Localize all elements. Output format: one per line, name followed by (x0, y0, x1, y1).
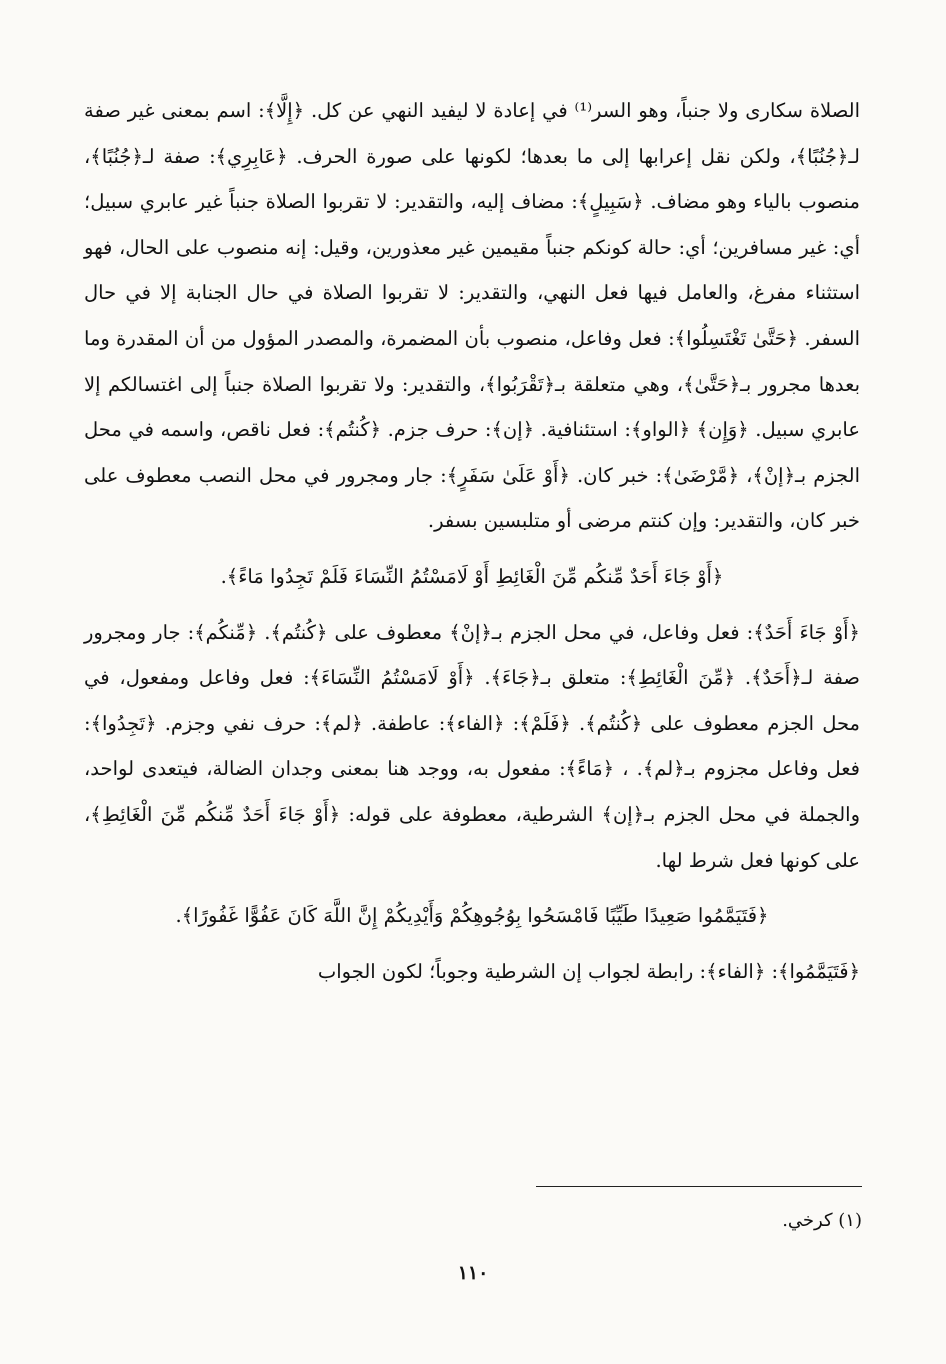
footnote: (١) كرخي. (782, 1210, 862, 1231)
paragraph-2: ﴿أَوْ جَاءَ أَحَدٌ﴾: فعل وفاعل، في محل الجزم بـ﴿إنْ﴾ معطوف على ﴿كُنتُم﴾. ﴿مِّنكُم﴾: جار ومجرور صفة لـ﴿أَحَدٌ﴾. ﴿مِّنَ الْغَائِطِ﴾: متعلق بـ﴿جَاءَ﴾. ﴿أَوْ لَامَسْتُمُ النِّسَاءَ﴾: فعل وفاعل ومفعول، في محل الجزم معطوف على ﴿كُنتُم﴾. ﴿فَلَمْ﴾: ﴿الفاء﴾: عاطفة. ﴿لم﴾: حرف نفي وجزم. ﴿تَجِدُوا﴾: فعل وفاعل مجزوم بـ﴿لم﴾. ، ﴿مَاءً﴾: مفعول به، ووجد هنا بمعنى وجدان الضالة، فيتعدى لواحد، والجملة في محل الجزم بـ﴿إن﴾ الشرطية، معطوفة على قوله: ﴿أَوْ جَاءَ أَحَدٌ مِّنكُم مِّنَ الْغَائِطِ﴾، على كونها فعل شرط لها. (84, 620, 860, 872)
page-number: ١١٠ (457, 1262, 489, 1284)
quran-verse-1: ﴿أَوْ جَاءَ أَحَدٌ مِّنكُم مِّنَ الْغَائِطِ أَوْ لَامَسْتُمُ النِّسَاءَ فَلَمْ تَجِدُوا مَاءً﴾. (220, 564, 724, 588)
footnote-divider (536, 1186, 862, 1187)
main-text (84, 88, 860, 994)
quran-verse-2: ﴿فَتَيَمَّمُوا صَعِيدًا طَيِّبًا فَامْسَحُوا بِوُجُوهِكُمْ وَأَيْدِيكُمْ إِنَّ اللَّهَ كَانَ عَفُوًّا غَفُورًا﴾. (175, 904, 769, 928)
paragraph-3: ﴿فَتَيَمَّمُوا﴾: ﴿الفاء﴾: رابطة لجواب إن الشرطية وجوباً؛ لكون الجواب (317, 959, 860, 983)
paragraph-1: الصلاة سكارى ولا جنباً، وهو السر⁽¹⁾ في إعادة لا ليفيد النهي عن كل. ﴿إِلَّا﴾: اسم بمعنى غير صفة لـ﴿جُنُبًا﴾، ولكن نقل إعرابها إلى ما بعدها؛ لكونها على صورة الحرف. ﴿عَابِرِي﴾: صفة لـ﴿جُنُبًا﴾، منصوب بالياء وهو مضاف. ﴿سَبِيلٍ﴾: مضاف إليه، والتقدير: لا تقربوا الصلاة جنباً غير عابري سبيل؛ أي: غير مسافرين؛ أي: حالة كونكم جنباً مقيمين غير معذورين، وقيل: إنه منصوب على الحال، فهو استثناء مفرغ، والعامل فيها فعل النهي، والتقدير: لا تقربوا الصلاة في حال الجنابة إلا في حال السفر. ﴿حَتَّىٰ تَغْتَسِلُوا﴾: فعل وفاعل، منصوب بأن المضمرة، والمصدر المؤول من أن المقدرة وما بعدها مجرور بـ﴿حَتَّىٰ﴾، وهي متعلقة بـ﴿تَقْرَبُوا﴾، والتقدير: ولا تقربوا الصلاة جنباً إلى اغتسالكم إلا عابري سبيل. ﴿وَإِن﴾ ﴿الواو﴾: استئنافية. ﴿إن﴾: حرف جزم. ﴿كُنتُم﴾: فعل ناقص، واسمه في محل الجزم بـ﴿إنْ﴾، ﴿مَّرْضَىٰ﴾: خبر كان. ﴿أَوْ عَلَىٰ سَفَرٍ﴾: جار ومجرور في محل النصب معطوف على خبر كان، والتقدير: وإن كنتم مرضى أو متلبسين بسفر. (84, 99, 860, 533)
